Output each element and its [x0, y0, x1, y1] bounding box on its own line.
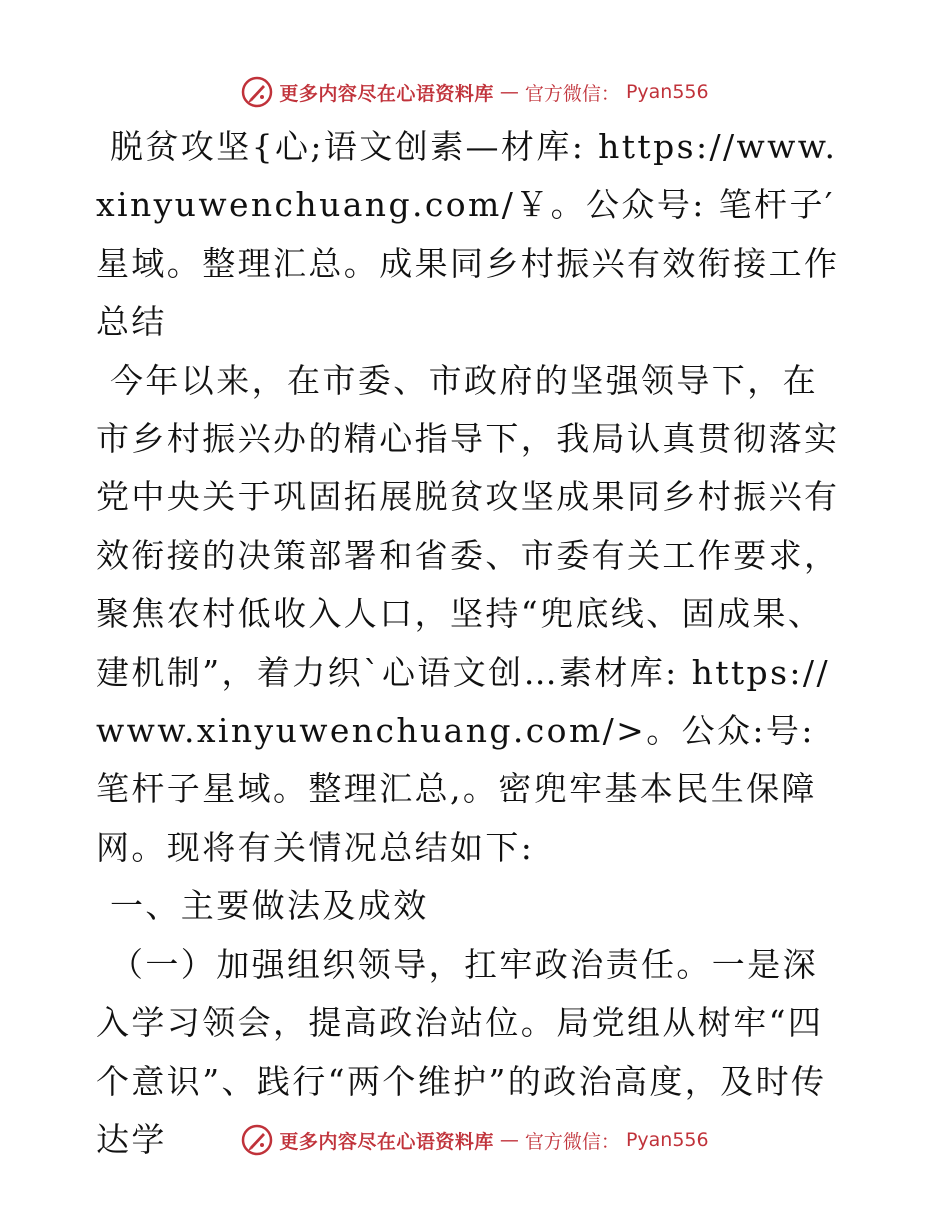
section-heading: 一、主要做法及成效 — [110, 886, 429, 926]
footer-wechat-label: 官方微信： — [524, 1130, 620, 1153]
quill-pen-logo-icon — [241, 1124, 273, 1156]
footer-banner — [0, 1118, 950, 1162]
intro-paragraph: 今年以来，在市委、市政府的坚强领导下，在市乡村振兴办的精心指导下，我局认真贯彻落实党中央关于巩固拓展脱贫攻坚成果同乡村振兴有效衔接的决策部署和省委、市委有关工作要求，聚焦农村低收入人口，坚持“兜底线、固成果、建机制”，着力织`心语文创…素材库: https://www.xinyuwenchuang.com/>。公众:号: 笔杆子星域。整理汇总,。密兜牢基本民生保障网。现将有关情况总结如下: — [96, 360, 840, 867]
footer-banner-dash: — — [499, 1129, 519, 1151]
header-wechat-id: Pyan556 — [625, 81, 709, 103]
document-body — [96, 118, 852, 1169]
footer-banner-text: 更多内容尽在心语资料库 — [279, 1130, 494, 1153]
header-banner — [0, 70, 950, 114]
document-title-paragraph: 脱贫攻坚{心;语文创素—材库: https://www.xinyuwenchuang.com/￥。公众号: 笔杆子′星域。整理汇总。成果同乡村振兴有效衔接工作总结 — [96, 127, 840, 342]
header-banner-dash: — — [499, 81, 519, 103]
footer-wechat-id: Pyan556 — [625, 1129, 709, 1151]
header-wechat-label: 官方微信： — [524, 82, 620, 105]
section-paragraph: （一）加强组织领导，扛牢政治责任。一是深入学习领会，提高政治站位。局党组从树牢“四个意识”、践行“两个维护”的政治高度，及时传达学 — [96, 944, 827, 1159]
quill-pen-logo-icon — [241, 76, 273, 108]
header-banner-text: 更多内容尽在心语资料库 — [279, 82, 494, 105]
